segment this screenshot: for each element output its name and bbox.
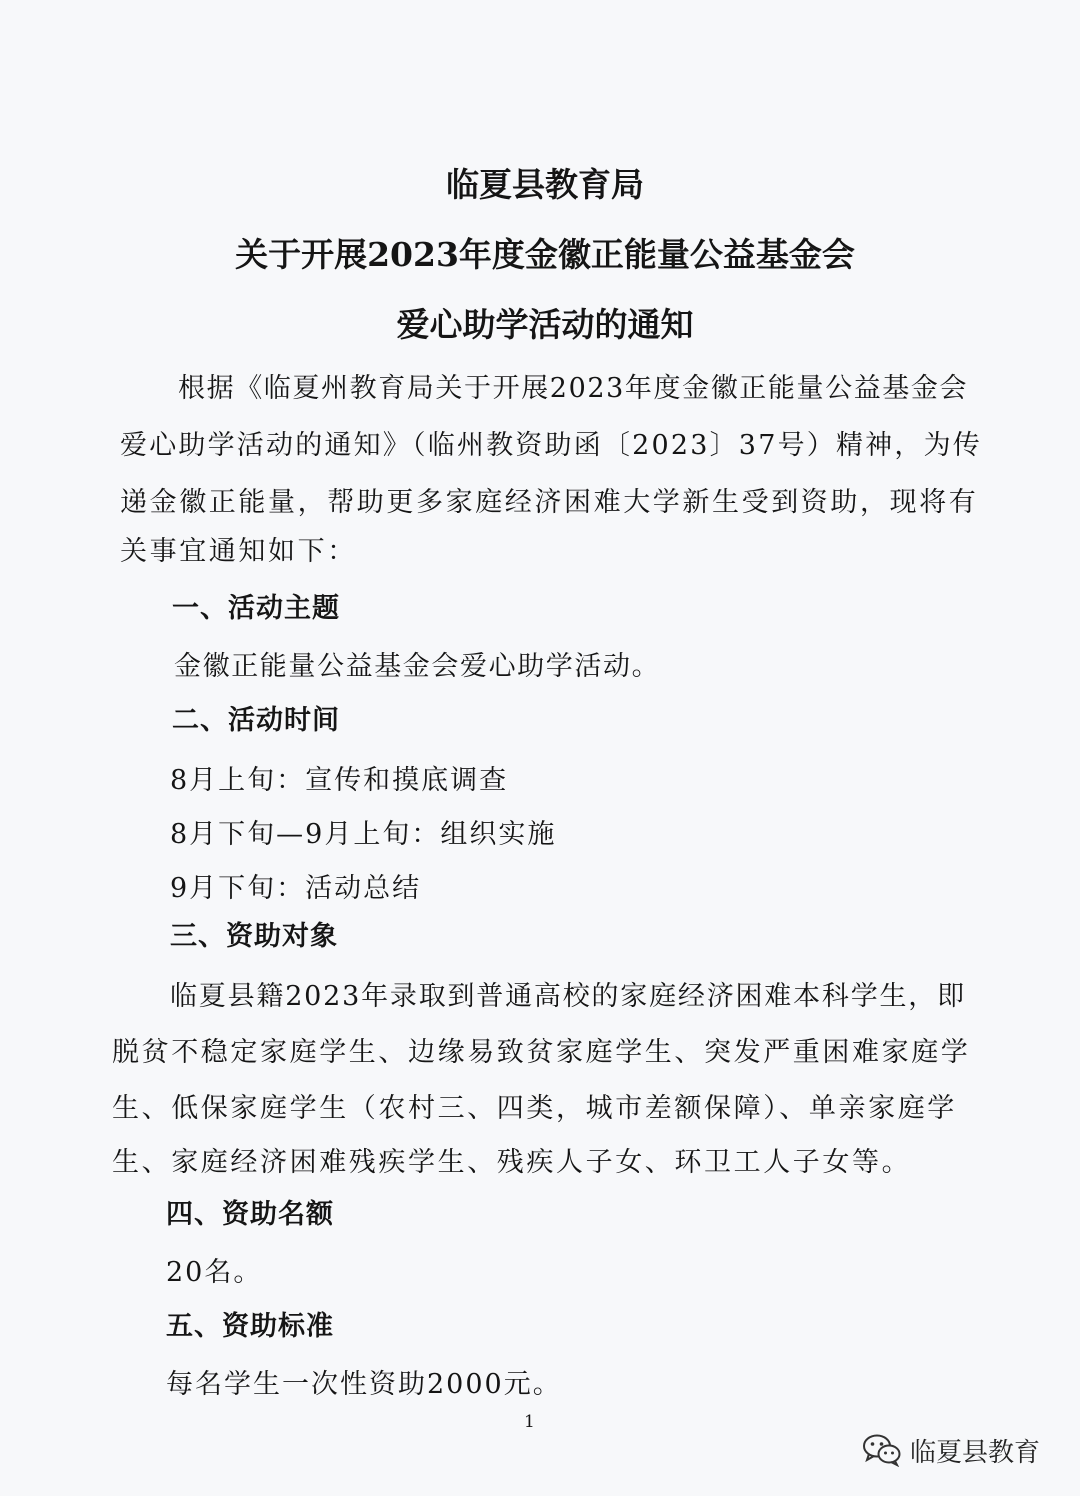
- intro-line: 关事宜通知如下：: [120, 536, 357, 567]
- section-text: 金徽正能量公益基金会爱心助学活动。: [174, 651, 661, 682]
- title-issuer: 临夏县教育局: [446, 165, 644, 204]
- intro-line: 爱心助学活动的通知》（临州教资助函〔2023〕37号）精神，为传: [120, 430, 982, 461]
- section-heading-theme: 一、活动主题: [172, 593, 340, 624]
- section-text: 8月上旬：宣传和摸底调查: [170, 765, 509, 796]
- wechat-icon: [862, 1433, 902, 1467]
- title-subject-line2: 爱心助学活动的通知: [396, 305, 694, 344]
- section-text: 20名。: [166, 1257, 263, 1288]
- section-text: 9月下旬：活动总结: [170, 873, 422, 904]
- section-text: 每名学生一次性资助2000元。: [166, 1369, 562, 1400]
- section-text: 生、低保家庭学生（农村三、四类，城市差额保障）、单亲家庭学: [112, 1093, 957, 1124]
- intro-line: 递金徽正能量，帮助更多家庭经济困难大学新生受到资助，现将有: [120, 487, 979, 518]
- section-text: 脱贫不稳定家庭学生、边缘易致贫家庭学生、突发严重困难家庭学: [112, 1037, 971, 1068]
- title-subject-line1: 关于开展2023年度金徽正能量公益基金会: [235, 235, 855, 274]
- section-heading-time: 二、活动时间: [172, 705, 340, 736]
- account-watermark: [862, 1430, 1040, 1470]
- section-text: 8月下旬—9月上旬：组织实施: [170, 819, 557, 850]
- section-heading-target: 三、资助对象: [170, 921, 338, 952]
- section-heading-standard: 五、资助标准: [166, 1311, 334, 1342]
- intro-line: 根据《临夏州教育局关于开展2023年度金徽正能量公益基金会: [178, 373, 969, 404]
- watermark-text: 临夏县教育: [910, 1437, 1041, 1468]
- section-heading-quota: 四、资助名额: [166, 1199, 334, 1230]
- page-number: 1: [524, 1412, 535, 1432]
- section-text: 临夏县籍2023年录取到普通高校的家庭经济困难本科学生，即: [170, 981, 966, 1012]
- section-text: 生、家庭经济困难残疾学生、残疾人子女、环卫工人子女等。: [112, 1147, 912, 1178]
